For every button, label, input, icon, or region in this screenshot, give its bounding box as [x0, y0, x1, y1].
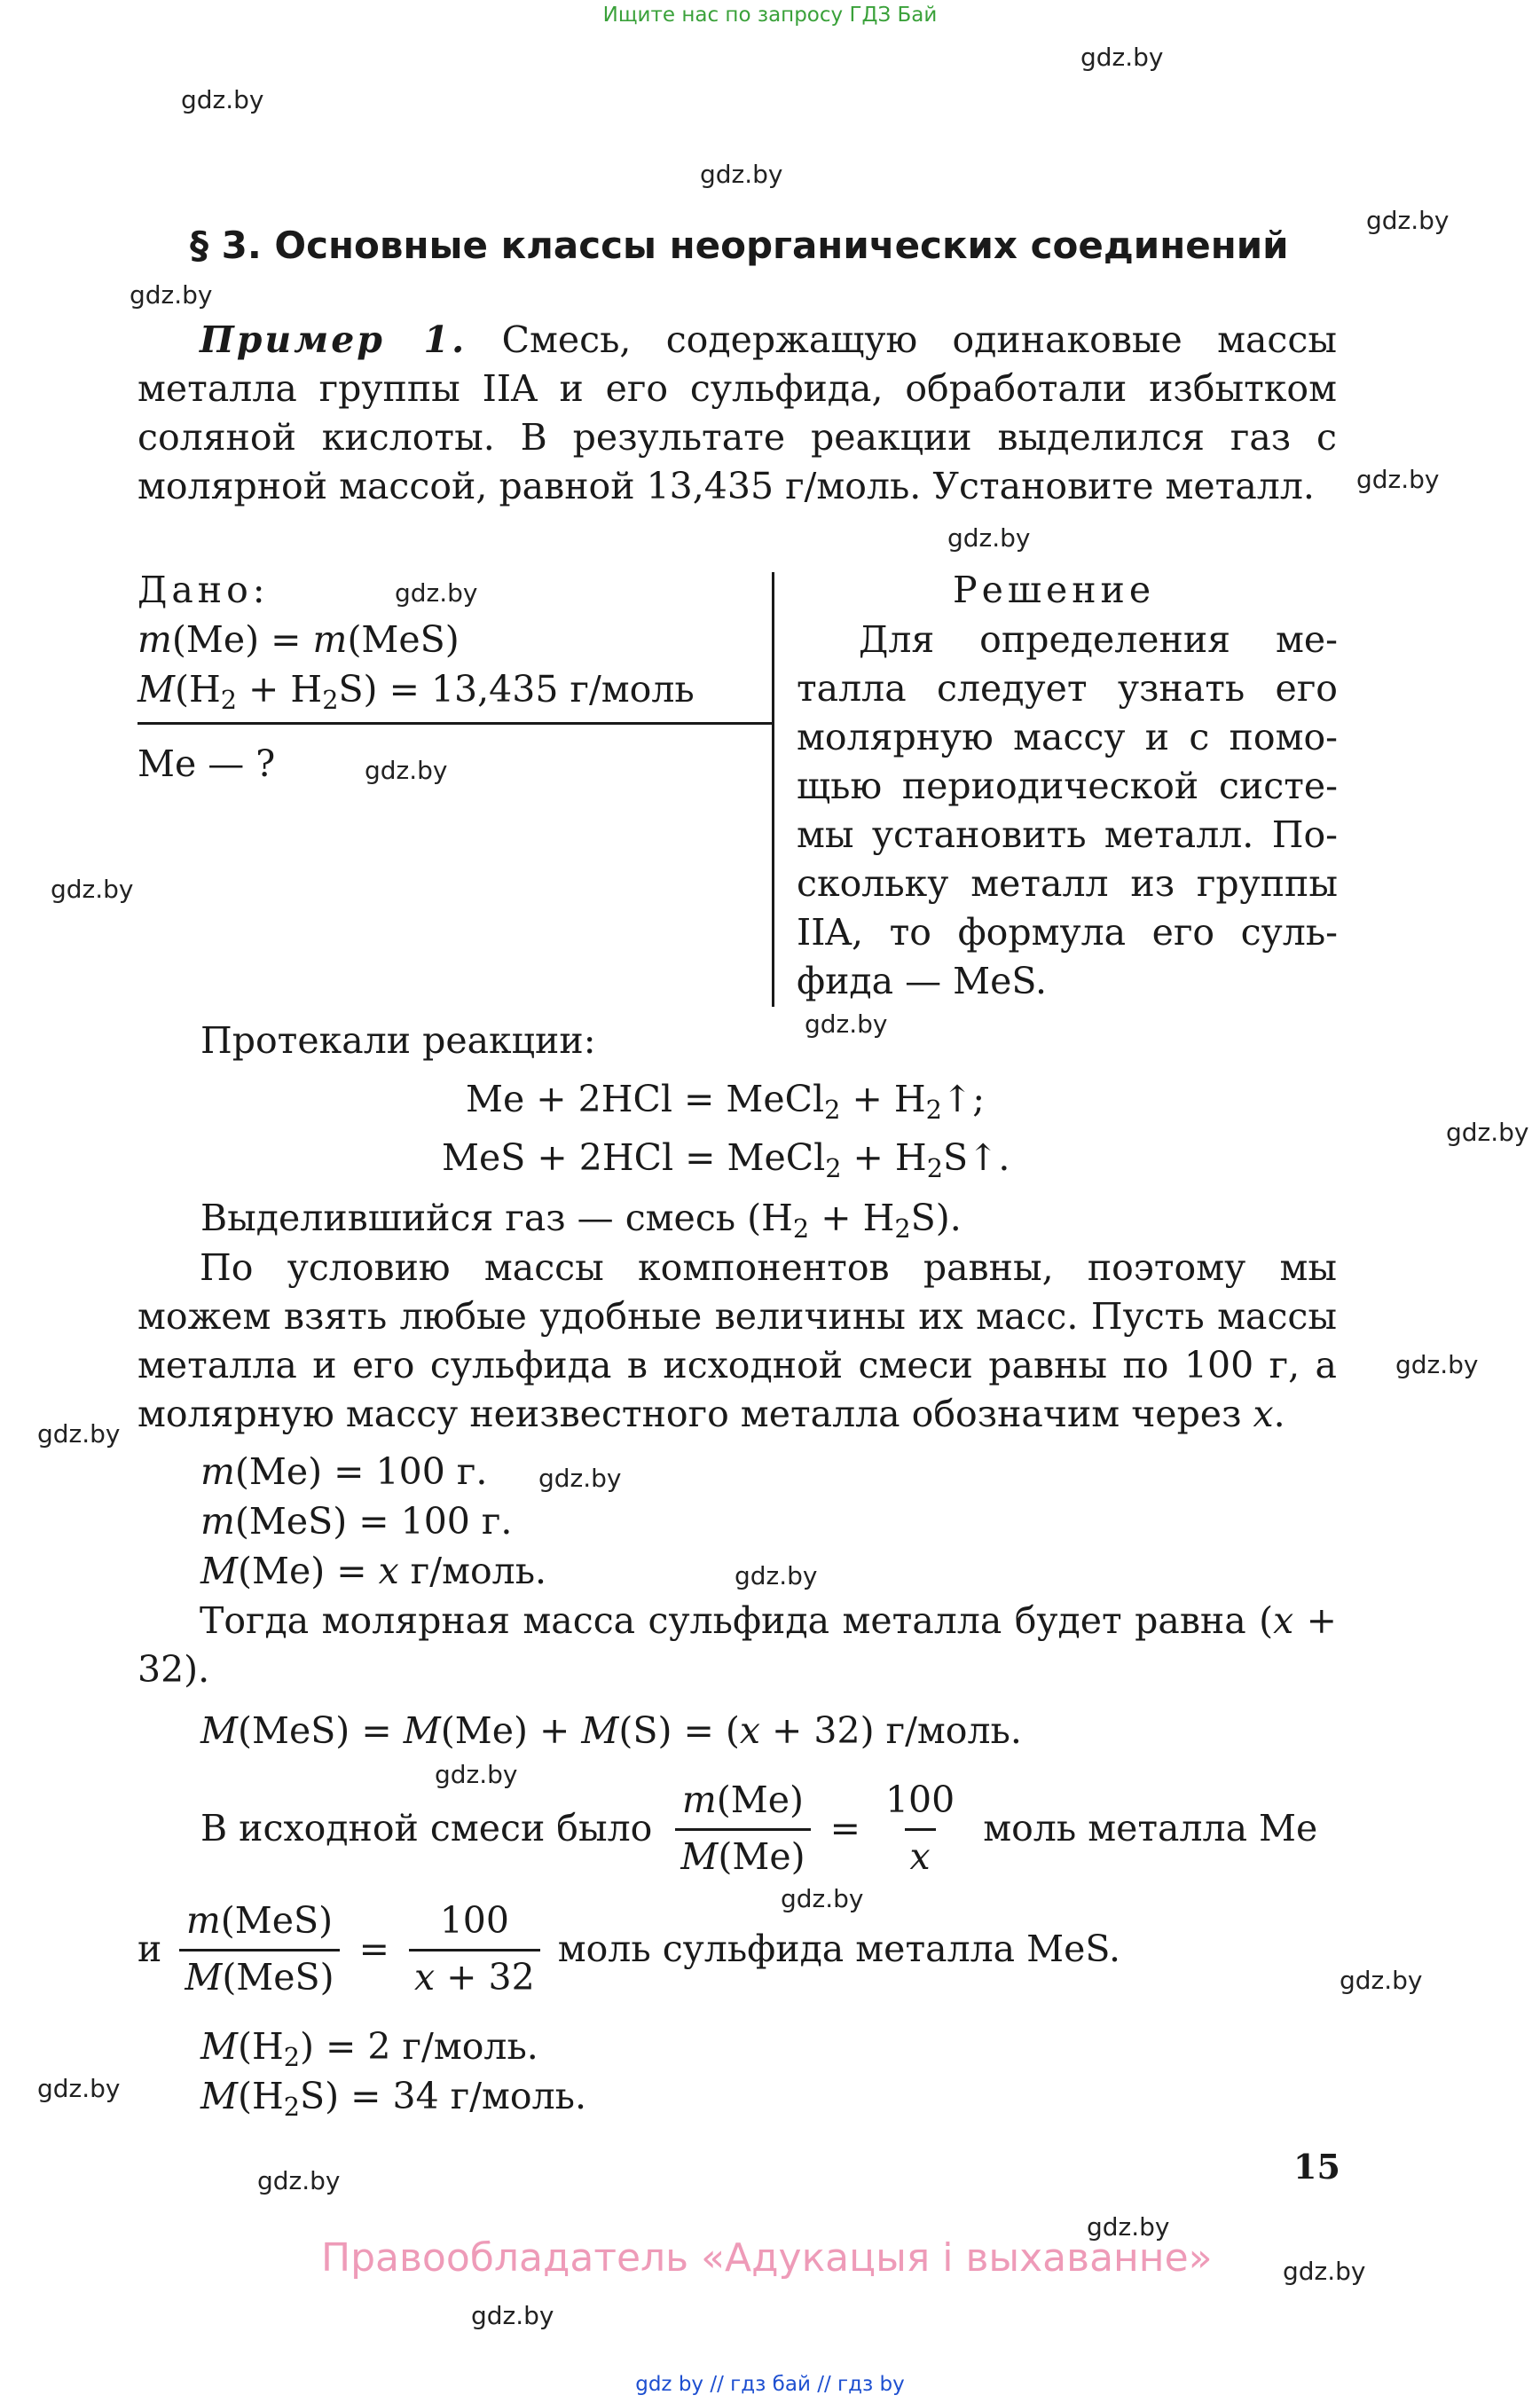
example-text: Смесь, содержащую одинаковые массы металла группы IIA и его сульфида, обработали избытком соляной кислоты. В результате реакции выделился газ с молярной массой, равной 13,435 г/моль. Установите металл. [138, 318, 1337, 507]
watermark: gdz.by [781, 1884, 864, 1913]
given-divider [138, 722, 772, 725]
watermark: gdz.by [538, 1464, 622, 1493]
watermark: gdz.by [1087, 2212, 1170, 2242]
metal-moles-fraction: $\frac{m(Me)}{M(Me)}$ [675, 1776, 810, 1881]
metal-moles-line: В исходной смеси было $\frac{m(Me)}{M(Me)}$ = $\frac{100}{x}$ моль металла Me [200, 1776, 1317, 1881]
reaction-equation-2: MeS + 2HCl = MeCl$_2$ + $H_2S↑$. [442, 1136, 1010, 1183]
watermark: gdz.by [471, 2301, 554, 2330]
footer-links[interactable]: gdz by // гдз бай // гдз by [635, 2373, 905, 2396]
solution-line: Для определения ме- [859, 618, 1338, 661]
watermark: gdz.by [1340, 1966, 1423, 1995]
solution-line: щью периодической систе- [797, 765, 1338, 807]
watermark: gdz.by [1080, 43, 1164, 72]
watermark: gdz.by [395, 578, 478, 608]
reaction-equation-1: Me + 2HCl = MeCl$_2$ + $H_2↑$; [466, 1078, 986, 1125]
solution-line: талла следует узнать его [797, 667, 1338, 710]
solution-line: IIA, то формула его суль- [797, 911, 1338, 954]
given-find: Me — ? [138, 742, 276, 785]
section-title: § 3. Основные классы неорганических соединений [190, 224, 1289, 267]
watermark: gdz.by [735, 1561, 818, 1590]
watermark: gdz.by [257, 2166, 341, 2195]
sulfide-molar-mass-formula: M(MeS) = M(Me) + M(S) = (x + 32) г/моль. [200, 1709, 1022, 1752]
watermark: gdz.by [435, 1760, 518, 1789]
given-mass-equality: m(Me) = m(MeS) [138, 618, 460, 661]
watermark: gdz.by [37, 1419, 121, 1449]
watermark: gdz.by [805, 1009, 888, 1039]
given-molar-mass: $M(H_2 + H_2S) = 13,435$ г/моль [138, 668, 695, 715]
solution-line: фида — MeS. [797, 960, 1048, 1002]
given-header: Дано: [138, 569, 270, 611]
molar-mass-h2: $M(H_2) = 2$ г/моль. [200, 2025, 538, 2072]
solution-line: мы установить металл. По- [797, 813, 1338, 856]
reasoning-paragraph: По условию массы компонентов равны, поэтому мы можем взять любые удобные величины их масс. Пусть массы металла и его сульфида в исходной смеси равны по 100 г, а молярную массу неизвестного металла обозначим через x. [138, 1246, 1337, 1435]
watermark: gdz.by [700, 160, 783, 189]
watermark: gdz.by [37, 2074, 121, 2103]
reactions-intro: Протекали реакции: [200, 1019, 596, 1062]
watermark: gdz.by [1446, 1118, 1529, 1147]
watermark: gdz.by [1366, 206, 1450, 235]
watermark: gdz.by [130, 280, 213, 310]
example-label: Пример 1. [200, 318, 468, 361]
watermark: gdz.by [1283, 2257, 1366, 2286]
solution-line: скольку металл из группы [797, 862, 1338, 905]
released-gas: Выделившийся газ — смесь $(H_2 + H_2S)$. [200, 1197, 962, 1244]
copyright-notice: Правообладатель «Адукацыя і выхаванне» [321, 2235, 1213, 2281]
top-search-link[interactable]: Ищите нас по запросу ГДЗ Бай [602, 4, 938, 27]
sulfide-moles-line: и $\frac{\text{m(MeS)}}{\text{M(MeS)}}$ = $\frac{100}{x + 32}$ моль сульфида металла MeS. [138, 1896, 1120, 2002]
mass-sulfide: m(MeS) = 100 г. [200, 1500, 513, 1543]
watermark: gdz.by [365, 756, 448, 785]
watermark: gdz.by [51, 875, 134, 904]
watermark: gdz.by [947, 523, 1031, 553]
sulfide-molar-mass-text: Тогда молярная масса сульфида металла будет равна (x + 32). [138, 1599, 1337, 1691]
solution-header: Решение [953, 569, 1156, 611]
molar-mass-metal: M(Me) = x г/моль. [200, 1550, 547, 1592]
molar-mass-h2s: $M(H_2S) = 34$ г/моль. [200, 2075, 586, 2122]
mass-metal: m(Me) = 100 г. [200, 1450, 488, 1493]
vertical-divider [772, 572, 774, 1007]
watermark: gdz.by [1395, 1350, 1479, 1379]
page-number: 15 [1293, 2147, 1340, 2187]
solution-line: молярную массу и с помо- [797, 716, 1338, 758]
example-problem [138, 316, 1337, 511]
sulfide-moles-fraction: $\frac{\text{m(MeS)}}{\text{M(MeS)}}$ [179, 1896, 339, 2002]
watermark: gdz.by [1356, 465, 1440, 494]
watermark: gdz.by [181, 85, 264, 114]
